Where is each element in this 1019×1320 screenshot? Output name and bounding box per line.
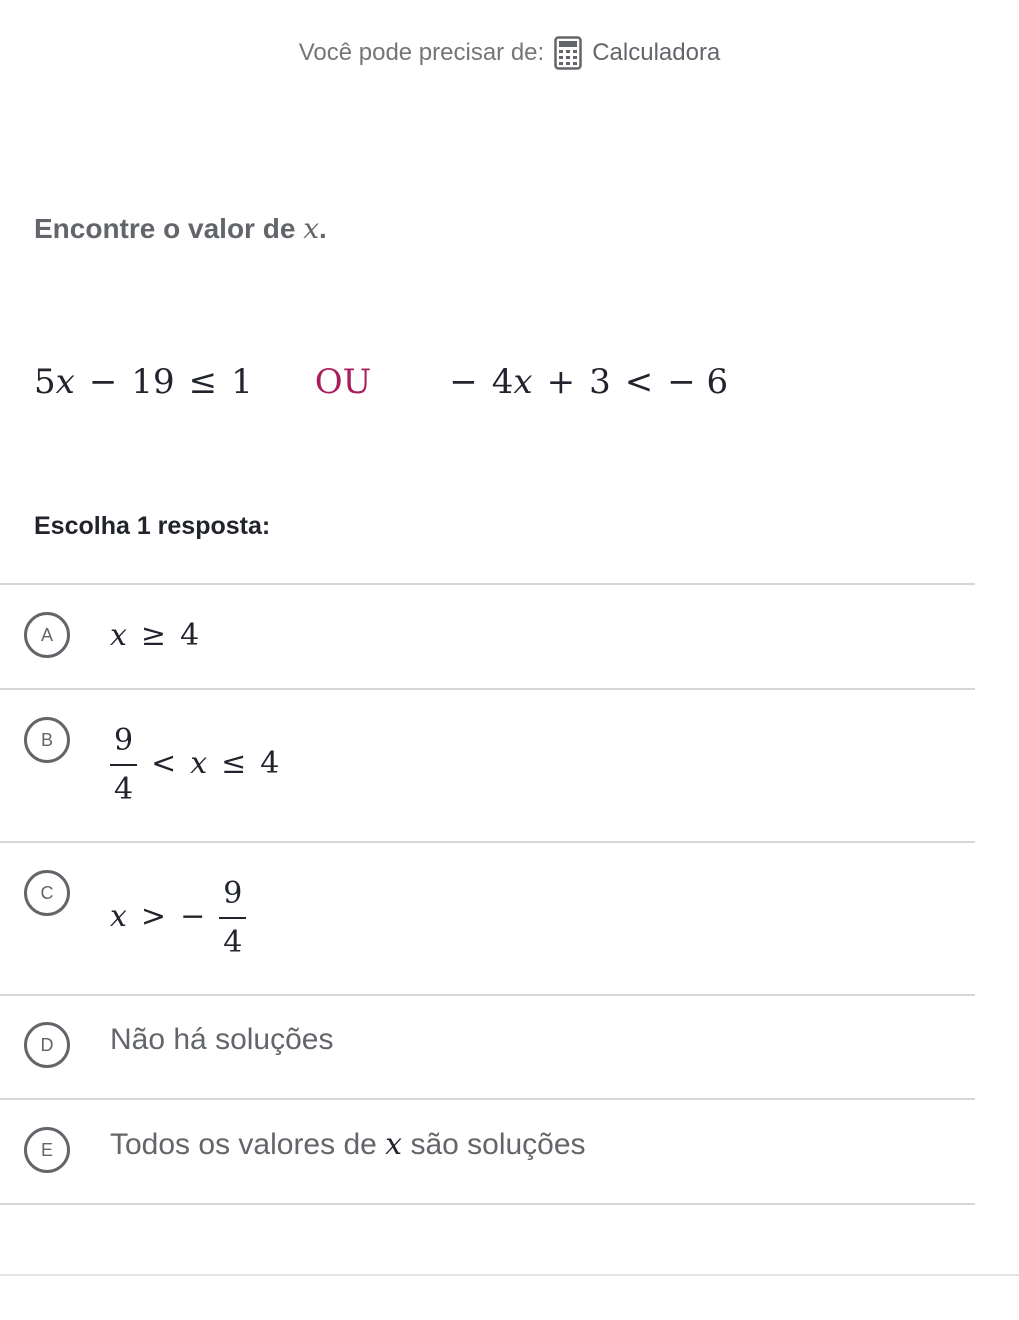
eq-left-op: − xyxy=(88,362,118,402)
eq-connector: OU xyxy=(314,362,372,402)
fraction-numerator: 9 xyxy=(114,723,134,758)
eq-right-var: x xyxy=(513,362,533,402)
compound-inequality xyxy=(34,362,728,402)
choice-a-var: x xyxy=(110,618,127,653)
choice-e-content[interactable] xyxy=(110,1127,586,1162)
eq-right-coef: 4 xyxy=(491,362,514,402)
eq-right-sign: − xyxy=(449,362,478,402)
tools-hint xyxy=(0,36,1019,70)
choice-b-rel1: < xyxy=(151,746,177,781)
choice-letter-c[interactable]: C xyxy=(24,870,70,916)
eq-left-var: x xyxy=(55,362,75,402)
divider xyxy=(0,1203,975,1205)
choice-e[interactable] xyxy=(0,1100,975,1203)
choice-b-rel2: ≤ xyxy=(221,746,247,781)
choice-d[interactable] xyxy=(0,996,975,1098)
eq-left-rhs: 1 xyxy=(231,362,253,402)
eq-left-const: 19 xyxy=(131,362,175,402)
choice-letter-d[interactable]: D xyxy=(24,1022,70,1068)
choice-letter-e[interactable]: E xyxy=(24,1127,70,1173)
tools-prefix: Você pode precisar de: xyxy=(298,39,545,66)
choice-e-text-before: Todos os valores de xyxy=(110,1128,377,1161)
choice-a-rel: ≥ xyxy=(140,618,167,653)
choice-b-value: 4 xyxy=(260,746,280,781)
question-prompt xyxy=(34,212,327,245)
choice-c[interactable] xyxy=(0,843,975,994)
choice-a-content[interactable] xyxy=(110,618,199,653)
eq-left-coef: 5 xyxy=(34,362,56,402)
choice-a[interactable] xyxy=(0,585,975,688)
choice-b[interactable] xyxy=(0,690,975,841)
fraction-numerator: 9 xyxy=(223,876,243,911)
eq-right-op: + xyxy=(546,362,576,402)
footer-divider xyxy=(0,1274,1019,1276)
choice-c-var: x xyxy=(110,899,127,934)
eq-right-rel: < xyxy=(624,362,654,402)
eq-right-const: 3 xyxy=(589,362,611,402)
choice-e-var: x xyxy=(385,1127,403,1162)
choice-c-fraction xyxy=(219,876,246,960)
choice-d-text[interactable]: Não há soluções xyxy=(110,1023,334,1056)
prompt-end: . xyxy=(318,213,327,244)
choice-c-sign: − xyxy=(180,899,206,934)
choice-letter-a[interactable]: A xyxy=(24,612,70,658)
eq-left-rel: ≤ xyxy=(188,362,218,402)
eq-right-rhs: − 6 xyxy=(667,362,729,402)
choose-label: Escolha 1 resposta: xyxy=(34,512,271,540)
choice-letter-b[interactable]: B xyxy=(24,717,70,763)
fraction-denominator: 4 xyxy=(114,772,134,807)
choice-a-value: 4 xyxy=(180,618,200,653)
prompt-text: Encontre o valor de xyxy=(34,213,296,244)
calculator-icon[interactable] xyxy=(554,36,582,70)
prompt-variable: x xyxy=(303,212,319,245)
choice-b-content[interactable] xyxy=(110,723,279,807)
choice-c-content[interactable] xyxy=(110,876,246,960)
calculator-link[interactable]: Calculadora xyxy=(592,39,721,66)
choice-b-var: x xyxy=(190,746,208,781)
fraction-denominator: 4 xyxy=(223,925,243,960)
choice-c-rel: > xyxy=(140,899,167,934)
choice-e-text-after: são soluções xyxy=(410,1128,586,1161)
choice-b-fraction xyxy=(110,723,137,807)
